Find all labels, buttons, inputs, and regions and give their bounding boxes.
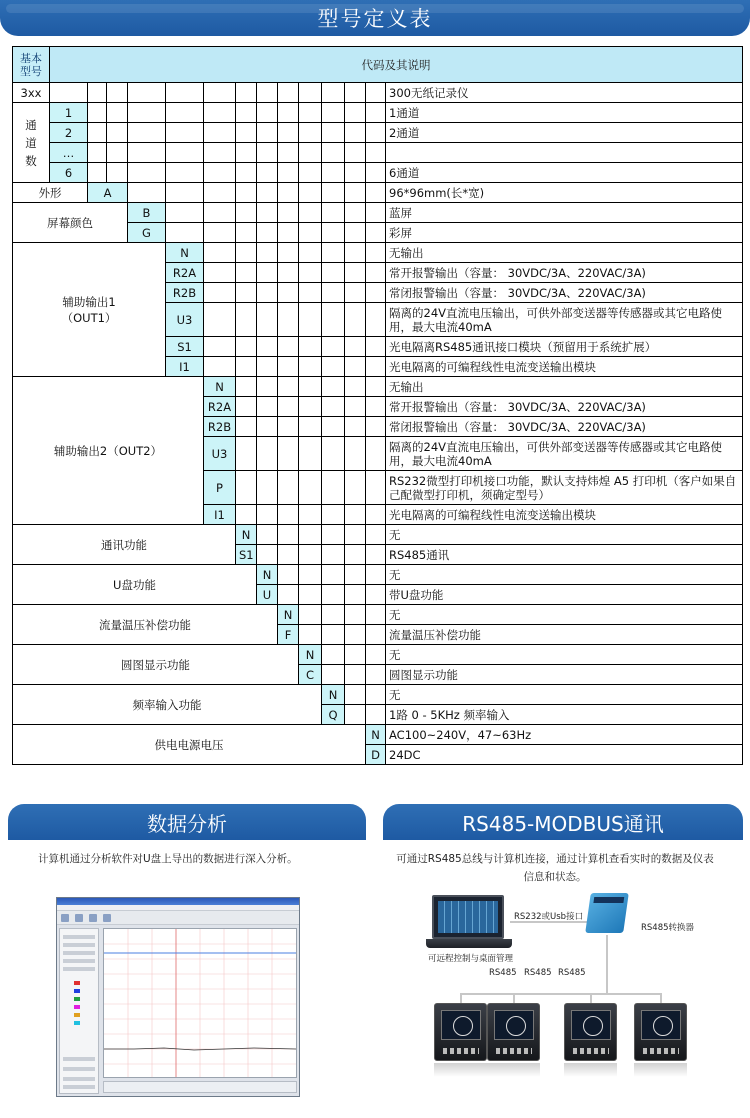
power-code: N [366, 725, 386, 745]
out1-desc: 常开报警输出（容量： 30VDC/3A、220VAC/3A) [386, 263, 743, 283]
table-row [13, 725, 743, 745]
modbus-banner [383, 804, 743, 840]
circle-desc: 圆图显示功能 [386, 665, 743, 685]
out1-desc: 无输出 [386, 243, 743, 263]
circle-desc: 无 [386, 645, 743, 665]
power-desc: 24DC [386, 745, 743, 765]
out1-desc: 隔离的24V直流电压输出，可供外部变送器等传感器或其它电路使用，最大电流40mA [386, 303, 743, 337]
out2-desc: 常闭报警输出（容量： 30VDC/3A、220VAC/3A) [386, 417, 743, 437]
modbus-caption: 可通过RS485总线与计算机连接，通过计算机查看实时的数据及仪表信息和状态。 [396, 853, 714, 883]
bus-label: RS485 [489, 968, 517, 978]
out1-code: R2A [166, 263, 204, 283]
channel-code: … [50, 143, 88, 163]
laptop-icon [432, 895, 504, 939]
software-trend-chart [103, 928, 297, 1078]
code-description-header: 代码及其说明 [50, 47, 743, 83]
screen-code: B [128, 203, 166, 223]
model-code: 3xx [13, 83, 50, 103]
table-row [13, 203, 743, 223]
channel-desc: 2通道 [386, 123, 743, 143]
out1-code: N [166, 243, 204, 263]
usb-code: U [257, 585, 278, 605]
recorder-instrument-icon [487, 1003, 540, 1061]
usb-desc: 带U盘功能 [386, 585, 743, 605]
laptop-base-icon [426, 939, 512, 948]
data-analysis-title: 数据分析 [147, 811, 227, 836]
bus-trunk [606, 935, 608, 995]
base-model-header: 基本型号 [13, 47, 50, 83]
out1-desc: 光电隔离的可编程线性电流变送输出模块 [386, 357, 743, 377]
table-row [13, 377, 743, 397]
out2-desc: RS232微型打印机接口功能，默认支持炜煌 A5 打印机（客户如果自己配微型打印机，须确定型号） [386, 471, 743, 505]
bus-label: RS485 [524, 968, 552, 978]
out2-desc: 隔离的24V直流电压输出，可供外部变送器等传感器或其它电路使用，最大电流40mA [386, 437, 743, 471]
data-analysis-banner [8, 804, 366, 840]
data-analysis-caption: 计算机通过分析软件对U盘上导出的数据进行深入分析。 [38, 853, 298, 865]
circle-label: 圆图显示功能 [13, 645, 299, 685]
screen-desc: 彩屏 [386, 223, 743, 243]
analysis-software-screenshot [56, 897, 300, 1097]
table-row [13, 243, 743, 263]
table-row [13, 645, 743, 665]
model-definition-table [12, 46, 743, 765]
converter-label: RS485转换器 [641, 923, 695, 933]
table-row [13, 685, 743, 705]
out2-code: R2B [204, 417, 236, 437]
out1-label: 辅助输出1 （OUT1） [13, 243, 166, 377]
comm-desc: 无 [386, 525, 743, 545]
out1-code: I1 [166, 357, 204, 377]
comm-code: N [236, 525, 257, 545]
software-side-panel [59, 928, 99, 1094]
screen-desc: 蓝屏 [386, 203, 743, 223]
channel-code: 2 [50, 123, 88, 143]
table-row [13, 605, 743, 625]
circle-code: C [299, 665, 322, 685]
trend-chart-graphic [104, 929, 296, 1077]
out1-code: U3 [166, 303, 204, 337]
table-row [13, 525, 743, 545]
out2-desc: 常开报警输出（容量： 30VDC/3A、220VAC/3A) [386, 397, 743, 417]
shape-code: A [88, 183, 128, 203]
pc-label: 可远程控制与桌面管理 [428, 954, 514, 964]
table-row [13, 565, 743, 585]
page-title: 型号定义表 [317, 7, 433, 31]
software-status-bar [103, 1081, 297, 1093]
channel-desc: 6通道 [386, 163, 743, 183]
channel-desc [386, 143, 743, 163]
modbus-title: RS485-MODBUS通讯 [462, 811, 664, 836]
table-row [13, 183, 743, 203]
flow-code: F [278, 625, 299, 645]
table-row [13, 123, 743, 143]
title-banner [0, 0, 750, 36]
screen-color-label: 屏幕颜色 [13, 203, 128, 243]
comm-label: 通讯功能 [13, 525, 236, 565]
out1-desc: 常闭报警输出（容量： 30VDC/3A、220VAC/3A) [386, 283, 743, 303]
screen-code: G [128, 223, 166, 243]
out2-desc: 光电隔离的可编程线性电流变送输出模块 [386, 505, 743, 525]
software-toolbar [57, 911, 299, 925]
bus-label: RS485 [558, 968, 586, 978]
freq-desc: 无 [386, 685, 743, 705]
table-row [13, 83, 743, 103]
comm-code: S1 [236, 545, 257, 565]
power-code: D [366, 745, 386, 765]
out1-code: R2B [166, 283, 204, 303]
table-header-row [13, 47, 743, 83]
freq-label: 频率输入功能 [13, 685, 322, 725]
flow-code: N [278, 605, 299, 625]
channel-code: 6 [50, 163, 88, 183]
software-titlebar [57, 898, 299, 905]
out1-desc: 光电隔离RS485通讯接口模块（预留用于系统扩展） [386, 337, 743, 357]
recorder-instrument-icon [434, 1003, 487, 1061]
out1-code: S1 [166, 337, 204, 357]
channel-code: 1 [50, 103, 88, 123]
power-label: 供电电源电压 [13, 725, 366, 765]
model-desc: 300无纸记录仪 [386, 83, 743, 103]
out2-code: U3 [204, 437, 236, 471]
freq-code: N [322, 685, 345, 705]
freq-code: Q [322, 705, 345, 725]
recorder-instrument-icon [564, 1003, 617, 1061]
usb-code: N [257, 565, 278, 585]
flow-desc: 流量温压补偿功能 [386, 625, 743, 645]
out2-code: I1 [204, 505, 236, 525]
flow-label: 流量温压补偿功能 [13, 605, 278, 645]
flow-desc: 无 [386, 605, 743, 625]
comm-desc: RS485通讯 [386, 545, 743, 565]
table-row [13, 143, 743, 163]
table-row [13, 103, 743, 123]
bus-line [460, 993, 662, 995]
channel-desc: 1通道 [386, 103, 743, 123]
power-desc: AC100~240V，47~63Hz [386, 725, 743, 745]
freq-desc: 1路 0 - 5KHz 频率输入 [386, 705, 743, 725]
circle-code: N [299, 645, 322, 665]
usb-label: U盘功能 [13, 565, 257, 605]
table-row [13, 163, 743, 183]
out2-code: P [204, 471, 236, 505]
usb-desc: 无 [386, 565, 743, 585]
out2-code: N [204, 377, 236, 397]
shape-label: 外形 [13, 183, 88, 203]
out2-code: R2A [204, 397, 236, 417]
out2-label: 辅助输出2（OUT2） [13, 377, 204, 525]
shape-desc: 96*96mm(长*宽) [386, 183, 743, 203]
out2-desc: 无输出 [386, 377, 743, 397]
rs485-converter-icon [585, 893, 629, 933]
link-label: RS232或Usb接口 [514, 912, 584, 922]
channel-group-label: 通道数 [13, 103, 50, 183]
recorder-instrument-icon [634, 1003, 687, 1061]
